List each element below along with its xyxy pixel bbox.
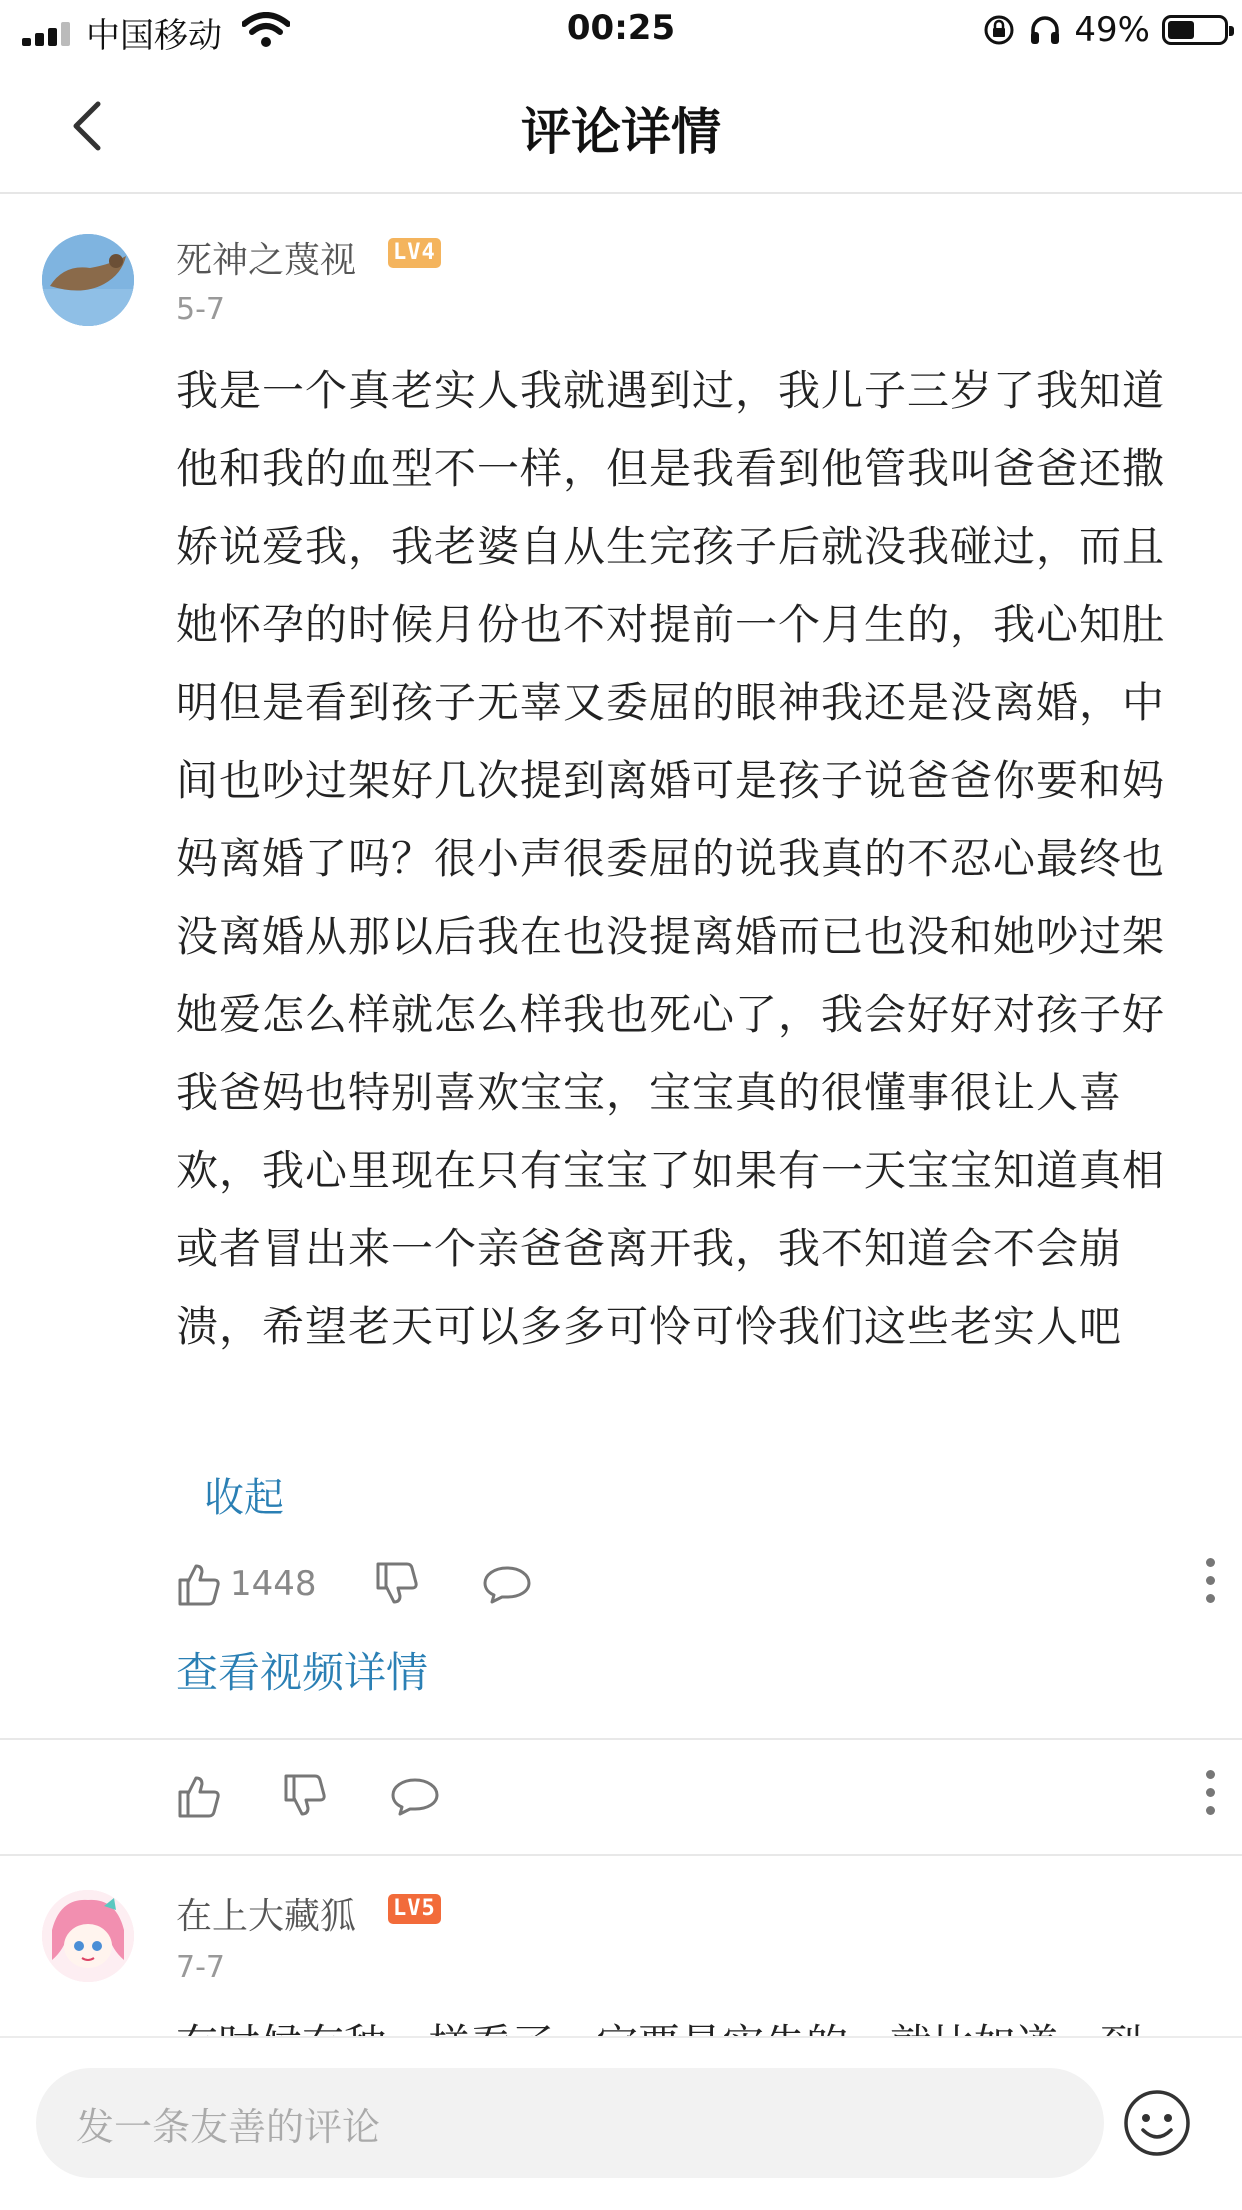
thumbs-up-icon (176, 1560, 224, 1608)
more-options-icon[interactable] (1204, 1770, 1216, 1822)
level-badge: LV4 (388, 238, 441, 268)
avatar[interactable] (42, 1890, 134, 1982)
like-count: 1448 (230, 1564, 317, 1604)
comment-date: 7-7 (176, 1950, 225, 1985)
divider (0, 1738, 1242, 1740)
like-button[interactable] (176, 1766, 224, 1826)
battery-percent: 49% (1074, 10, 1150, 50)
level-badge: LV5 (388, 1894, 441, 1924)
emoji-button[interactable] (1122, 2088, 1192, 2158)
more-options-icon[interactable] (1204, 1558, 1216, 1610)
carrier-label: 中国移动 (86, 16, 222, 56)
comment-input[interactable]: 发一条友善的评论 (36, 2068, 1104, 2178)
comment-bubble-icon (482, 1560, 532, 1608)
headphones-icon (1028, 13, 1062, 47)
collapse-button[interactable]: 收起 (204, 1475, 284, 1521)
page-title: 评论详情 (521, 103, 721, 161)
avatar-image (42, 234, 134, 326)
username[interactable]: 死神之蔑视 (176, 240, 357, 281)
nav-bar (0, 62, 1242, 194)
comment-actions (176, 1554, 1216, 1614)
thumbs-up-icon (176, 1772, 224, 1820)
thumbs-down-icon (374, 1560, 422, 1608)
view-video-link[interactable]: 查看视频详情 (176, 1648, 429, 1697)
comment-bubble-icon (390, 1772, 440, 1820)
comment-input-bar (0, 2036, 1242, 2210)
comment-actions (176, 1766, 1216, 1826)
like-button[interactable] (176, 1554, 317, 1614)
avatar-image (42, 1890, 134, 1982)
rotation-lock-icon (982, 13, 1016, 47)
clock: 00:25 (566, 8, 676, 48)
divider (0, 1854, 1242, 1856)
reply-button[interactable] (482, 1554, 532, 1614)
username[interactable]: 在上大藏狐 (176, 1896, 357, 1937)
reply-button[interactable] (390, 1766, 440, 1826)
comment-date: 5-7 (176, 292, 225, 327)
avatar[interactable] (42, 234, 134, 326)
dislike-button[interactable] (282, 1766, 330, 1826)
dislike-button[interactable] (374, 1554, 422, 1614)
thumbs-down-icon (282, 1772, 330, 1820)
comment-body: 我是一个真老实人我就遇到过，我儿子三岁了我知道他和我的血型不一样，但是我看到他管我叫爸爸还撒娇说爱我，我老婆自从生完孩子后就没我碰过，而且她怀孕的时候月份也不对提前一个月生的，我心知肚明但是看到孩子无辜又委屈的眼神我还是没离婚，中间也吵过架好几次提到离婚可是孩子说爸爸你要和妈妈离婚了吗？很小声很委屈的说我真的不忍心最终也没离婚从那以后我在也没提离婚而已也没和她吵过架她爱怎么样就怎么样我也死心了，我会好好对孩子好我爸妈也特别喜欢宝宝，宝宝真的很懂事很让人喜欢，我心里现在只有宝宝了如果有一天宝宝知道真相或者冒出来一个亲爸爸离开我，我不知道会不会崩溃，希望老天可以多多可怜可怜我们这些老实人吧 (176, 366, 1166, 1351)
battery-icon (1162, 15, 1228, 45)
status-bar (0, 0, 1242, 62)
